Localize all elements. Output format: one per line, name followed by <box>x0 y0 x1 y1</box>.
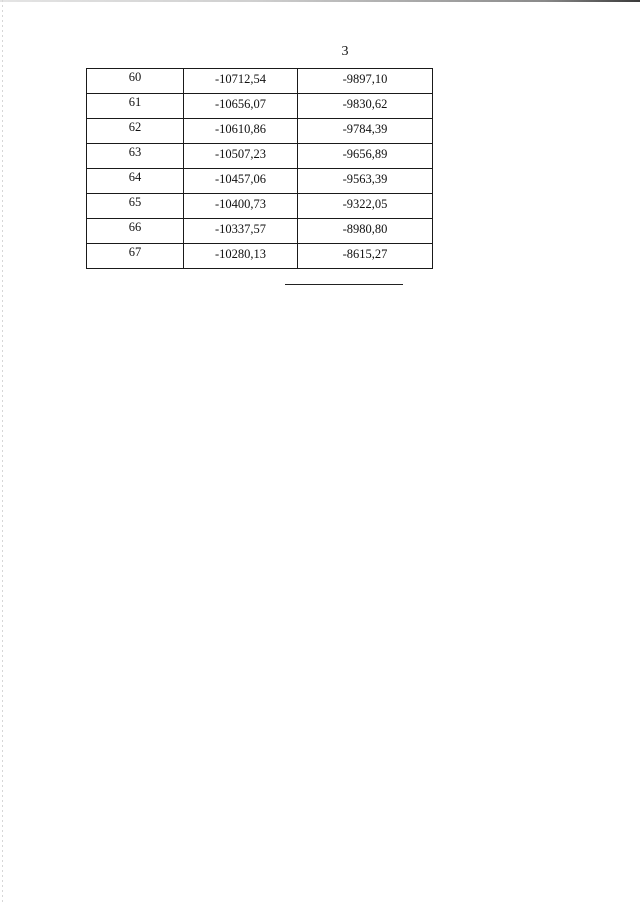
value-b-text: -8615,27 <box>342 247 388 261</box>
value-b-cell <box>298 194 433 219</box>
data-table <box>86 68 433 269</box>
scan-edge-top <box>0 0 640 2</box>
value-b-cell <box>298 169 433 194</box>
table-row <box>87 244 433 269</box>
value-b-cell <box>298 219 433 244</box>
value-a-text: -10400,73 <box>214 197 267 211</box>
value-a-text: -10457,06 <box>214 172 267 186</box>
value-b-cell <box>298 244 433 269</box>
table-row <box>87 144 433 169</box>
value-b-cell <box>298 144 433 169</box>
value-b-text: -9563,39 <box>342 172 388 186</box>
value-a-text: -10507,23 <box>214 147 267 161</box>
value-a-cell <box>184 69 298 94</box>
value-b-cell <box>298 119 433 144</box>
row-index-cell: 66 <box>87 219 184 244</box>
row-index-cell: 61 <box>87 94 184 119</box>
table-row <box>87 69 433 94</box>
value-a-text: -10280,13 <box>214 247 267 261</box>
value-a-cell <box>184 194 298 219</box>
value-b-text: -8980,80 <box>342 222 388 236</box>
table-row <box>87 119 433 144</box>
table-row <box>87 94 433 119</box>
value-b-cell <box>298 69 433 94</box>
value-b-text: -9656,89 <box>342 147 388 161</box>
row-index-cell: 62 <box>87 119 184 144</box>
value-a-text: -10656,07 <box>214 97 267 111</box>
value-b-text: -9897,10 <box>342 72 388 86</box>
value-a-cell <box>184 219 298 244</box>
table-row <box>87 169 433 194</box>
row-index-cell: 67 <box>87 244 184 269</box>
row-index-cell: 65 <box>87 194 184 219</box>
value-a-cell <box>184 94 298 119</box>
value-a-cell <box>184 244 298 269</box>
value-b-text: -9830,62 <box>342 97 388 111</box>
row-index-cell: 60 <box>87 69 184 94</box>
end-of-text-rule <box>285 284 403 285</box>
value-a-text: -10712,54 <box>214 72 267 86</box>
scan-edge-left <box>2 0 3 905</box>
page-number: 3 <box>341 44 349 59</box>
value-b-text: -9322,05 <box>342 197 388 211</box>
value-b-cell <box>298 94 433 119</box>
value-a-cell <box>184 169 298 194</box>
table-row <box>87 194 433 219</box>
value-a-text: -10337,57 <box>214 222 267 236</box>
row-index-cell: 63 <box>87 144 184 169</box>
table-row <box>87 219 433 244</box>
value-a-cell <box>184 119 298 144</box>
value-a-cell <box>184 144 298 169</box>
row-index-cell: 64 <box>87 169 184 194</box>
value-a-text: -10610,86 <box>214 122 267 136</box>
value-b-text: -9784,39 <box>342 122 388 136</box>
